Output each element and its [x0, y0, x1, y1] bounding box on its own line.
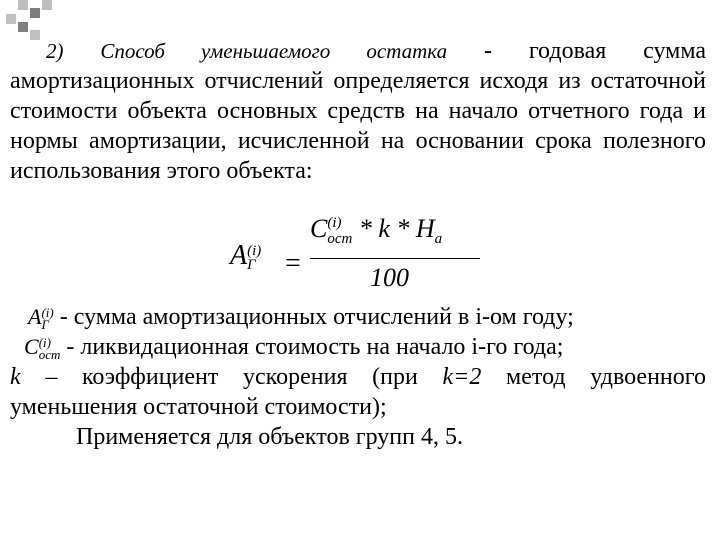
definitions-block	[10, 302, 706, 452]
formula-denominator: 100	[370, 263, 409, 292]
application-note: Применяется для объектов групп 4, 5.	[76, 424, 463, 450]
dash: -	[447, 38, 529, 64]
definition-k: k – коэффициент ускорения (при k=2 метод удвоенного уменьшения остаточной стоимости);	[10, 364, 707, 420]
symbol-a: A (i) Г	[28, 304, 54, 332]
definition-a: A (i) Г - сумма амортизационных отчислений в i-ом году;	[28, 304, 574, 332]
intro-body: годовая сумма амортизационных отчислений определяется исходя из остаточной стоимости объекта основных средств на начало отчетного года и нормы амортизации, исчисленной на основании срока полезного использования этого объекта:	[10, 38, 707, 184]
item-number: 2)	[46, 39, 64, 63]
definition-c: C (i) ост - ликвидационная стоимость на начало i-го года;	[24, 334, 564, 362]
symbol-c: C (i) ост	[24, 334, 61, 362]
fraction-bar	[310, 258, 480, 259]
depreciation-formula	[230, 210, 470, 295]
formula-equals: =	[285, 248, 301, 279]
method-name: Способ уменьшаемого остатка	[100, 39, 448, 63]
intro-paragraph	[10, 36, 706, 186]
formula-numerator: C (i) ост * k * $H_а$	[310, 214, 443, 248]
formula-lhs: A (i) Г	[230, 240, 262, 273]
